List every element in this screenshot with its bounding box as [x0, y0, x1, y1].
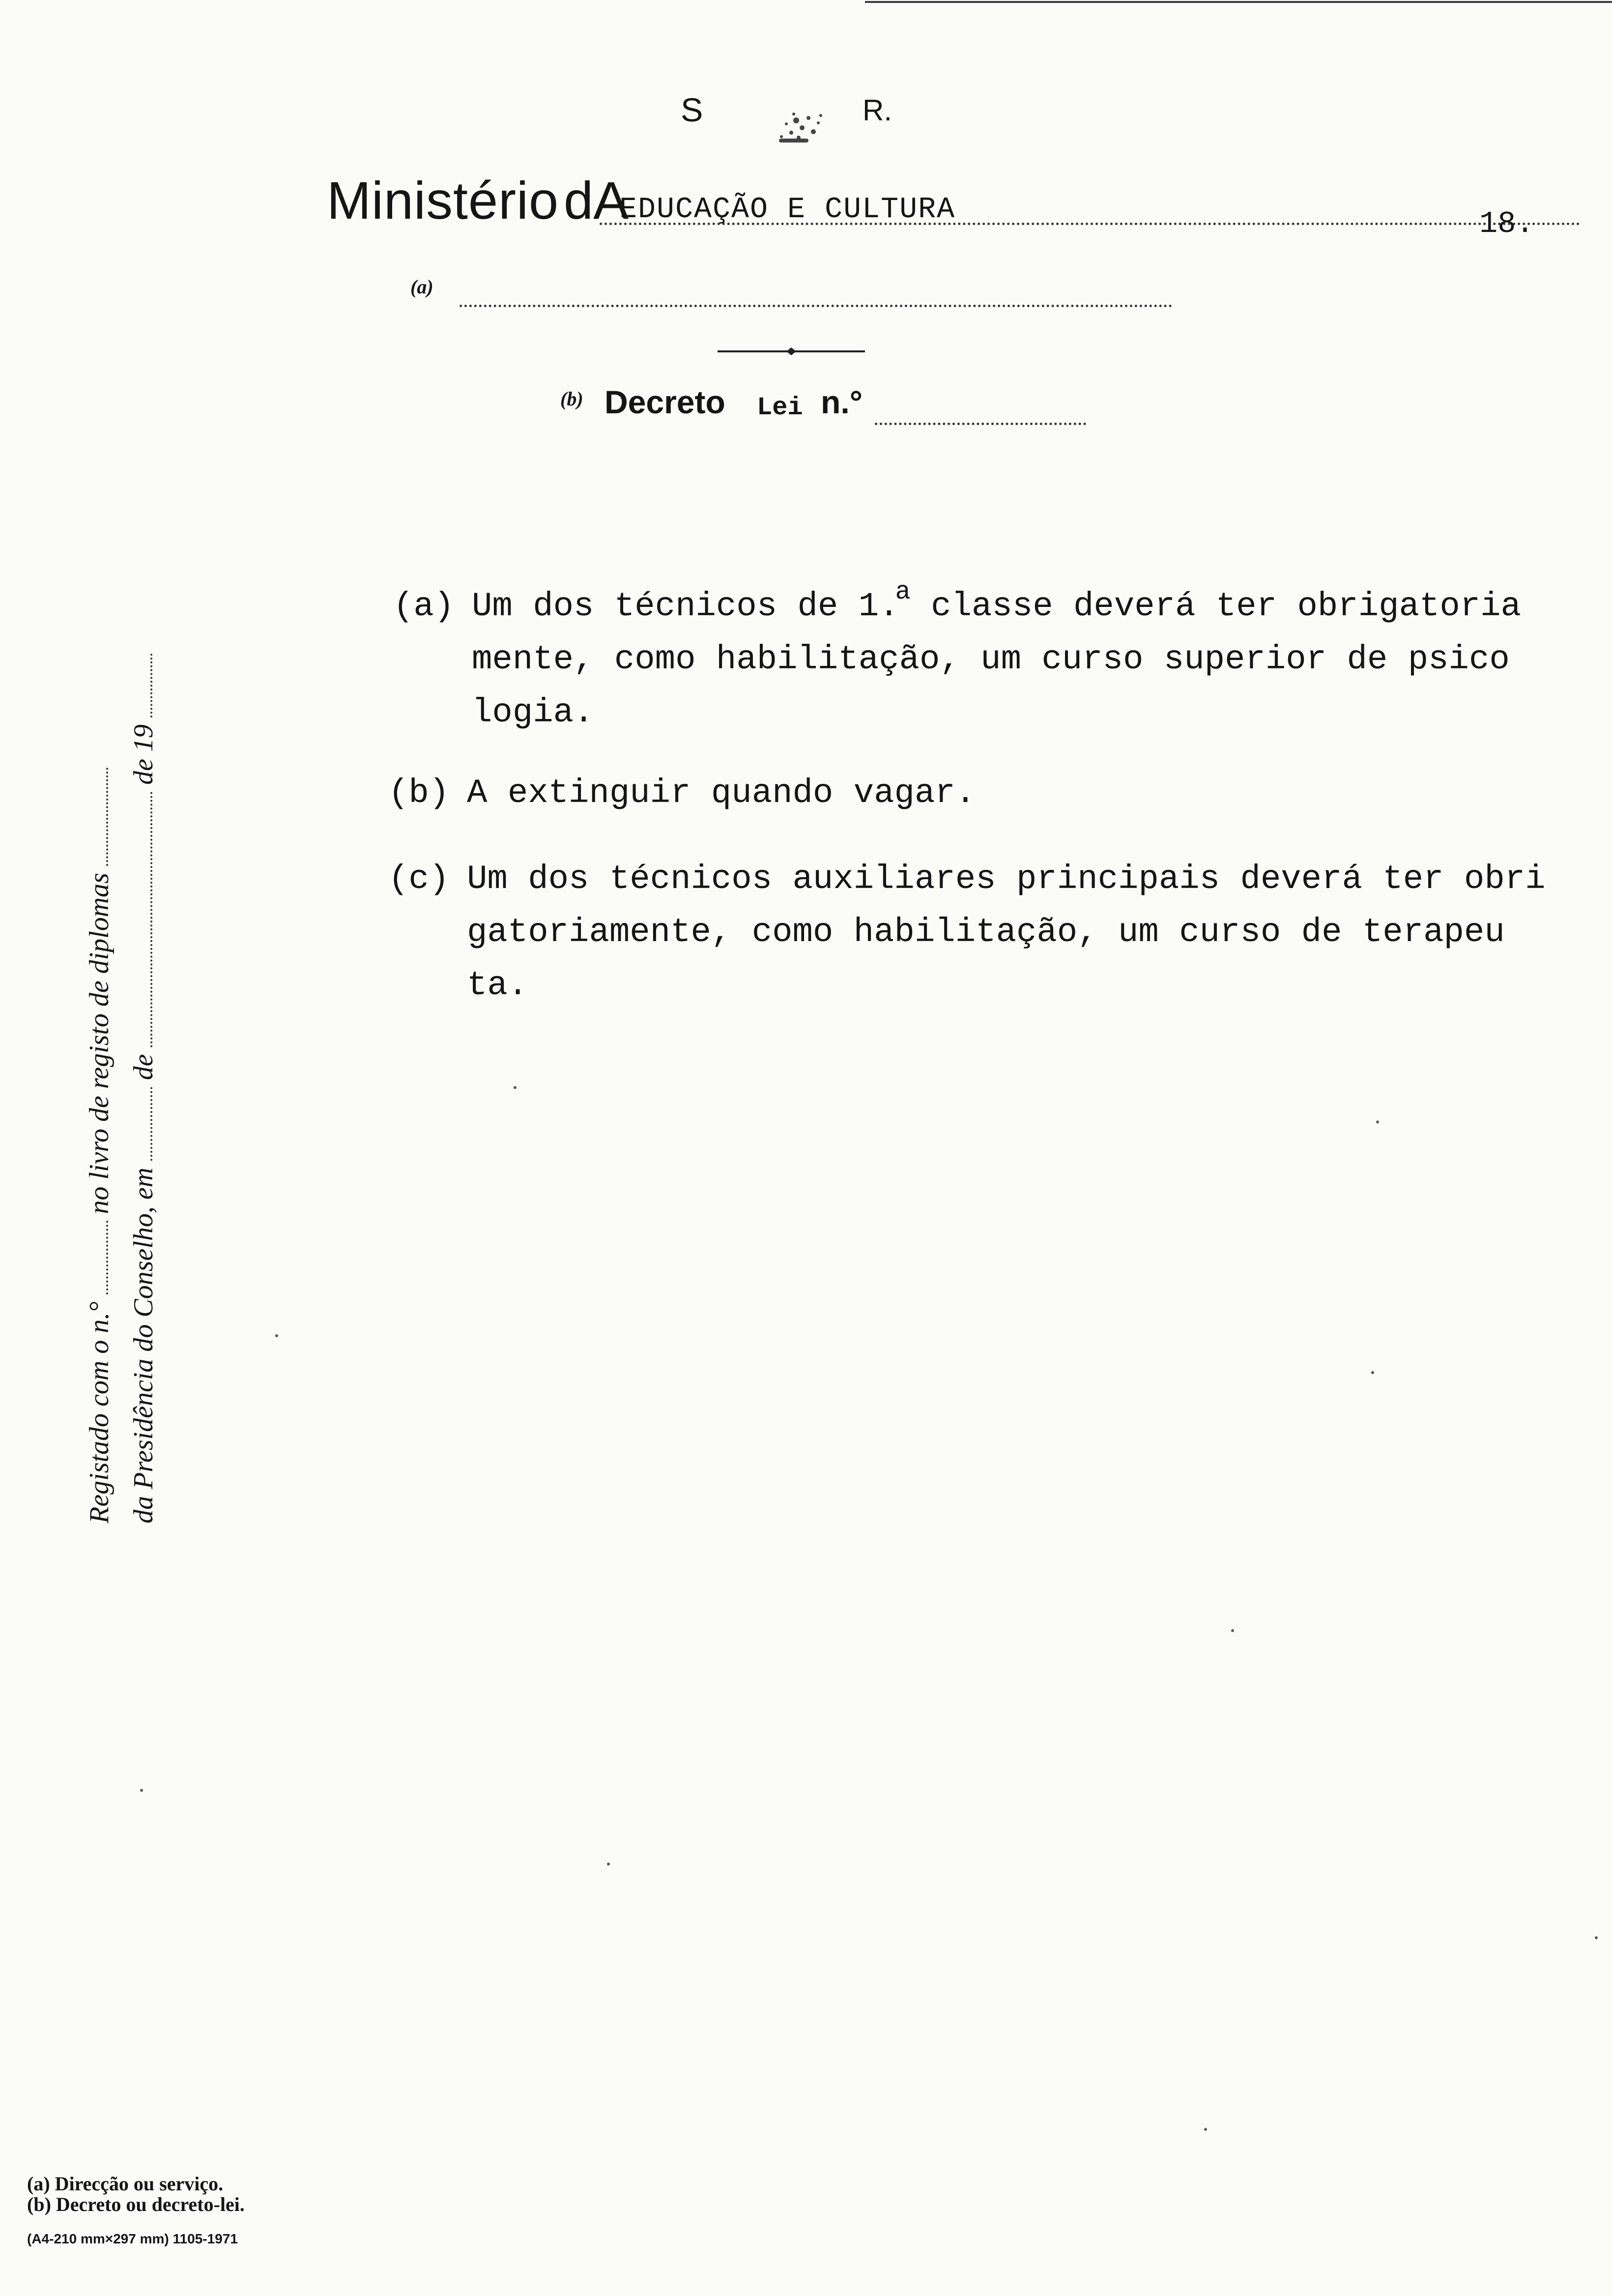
registration-text: de: [128, 1054, 159, 1080]
speck: [1204, 2128, 1207, 2131]
stamp-letter-r: R.: [863, 94, 892, 127]
ornament-divider-icon: [718, 346, 865, 356]
clause-b: [388, 767, 1519, 826]
clause-line: logia.: [472, 693, 594, 732]
registration-line-1: [84, 768, 115, 1523]
speck: [140, 1789, 143, 1792]
clause-label: (b): [388, 774, 450, 812]
registration-side-block: [74, 590, 192, 1523]
decree-marker: (b): [560, 388, 583, 410]
speck: [514, 1086, 517, 1089]
footnote-a: (a) Direcção ou serviço.: [27, 2173, 224, 2195]
clause-label: (c): [388, 860, 450, 898]
clause-c: [388, 853, 1546, 1020]
speck: [1371, 1371, 1374, 1374]
superscript: a: [895, 577, 911, 606]
clause-line: [472, 577, 1521, 635]
registration-text: de 19: [128, 724, 159, 785]
registration-blank-field: [106, 768, 108, 866]
ministry-name: EDUCAÇÃO E CULTURA: [619, 193, 956, 227]
clause-line: Um dos técnicos auxiliares principais deverá ter obri: [467, 860, 1546, 898]
page-number: 18.: [1479, 206, 1534, 241]
registration-year-field: [150, 654, 152, 718]
clause-line: A extinguir quando vagar.: [467, 774, 976, 812]
speck: [607, 1863, 610, 1866]
direction-dotted-line: [460, 305, 1172, 307]
direction-marker: (a): [410, 276, 433, 298]
speck: [1376, 1120, 1379, 1123]
stamp-letter-s: S: [681, 91, 703, 129]
clause-text: Um dos técnicos de 1.: [472, 587, 899, 626]
registration-day-field: [150, 1087, 152, 1161]
clause-line: ta.: [467, 966, 528, 1004]
decree-dotted-line: [875, 423, 1086, 425]
form-code: (A4-210 mm×297 mm) 1105-1971: [27, 2231, 238, 2246]
registration-text: da Presidência do Conselho, em: [128, 1167, 159, 1523]
speck: [1231, 1629, 1234, 1632]
clause-text: classe deverá ter obrigatoria: [910, 587, 1521, 626]
decree-number-label: n.°: [821, 384, 863, 420]
clause-label: (a): [393, 587, 455, 626]
clause-a: [393, 577, 1524, 747]
registration-number-field: [106, 1221, 108, 1294]
decree-label: Decreto: [604, 384, 725, 420]
scan-edge-line: [865, 1, 1612, 3]
ministry-prefix: dA: [564, 171, 629, 230]
clause-line: gatoriamente, como habilitação, um curso de terapeu: [467, 913, 1505, 951]
decree-heading: [560, 383, 1052, 437]
registration-text: no livro de registo de diplomas: [84, 873, 115, 1214]
ministry-label: Ministério: [327, 171, 559, 230]
footnote-b: (b) Decreto ou decreto-lei.: [27, 2193, 245, 2215]
registration-month-field: [150, 792, 152, 1047]
speck: [1595, 1936, 1598, 1939]
registration-text: Registado com o n.°: [84, 1301, 115, 1523]
registration-line-2: [128, 654, 159, 1523]
clause-line: mente, como habilitação, um curso superior de psico: [472, 640, 1510, 679]
ministry-heading: [327, 170, 1261, 233]
speck: [275, 1334, 278, 1337]
decree-lei: Lei: [757, 393, 803, 422]
